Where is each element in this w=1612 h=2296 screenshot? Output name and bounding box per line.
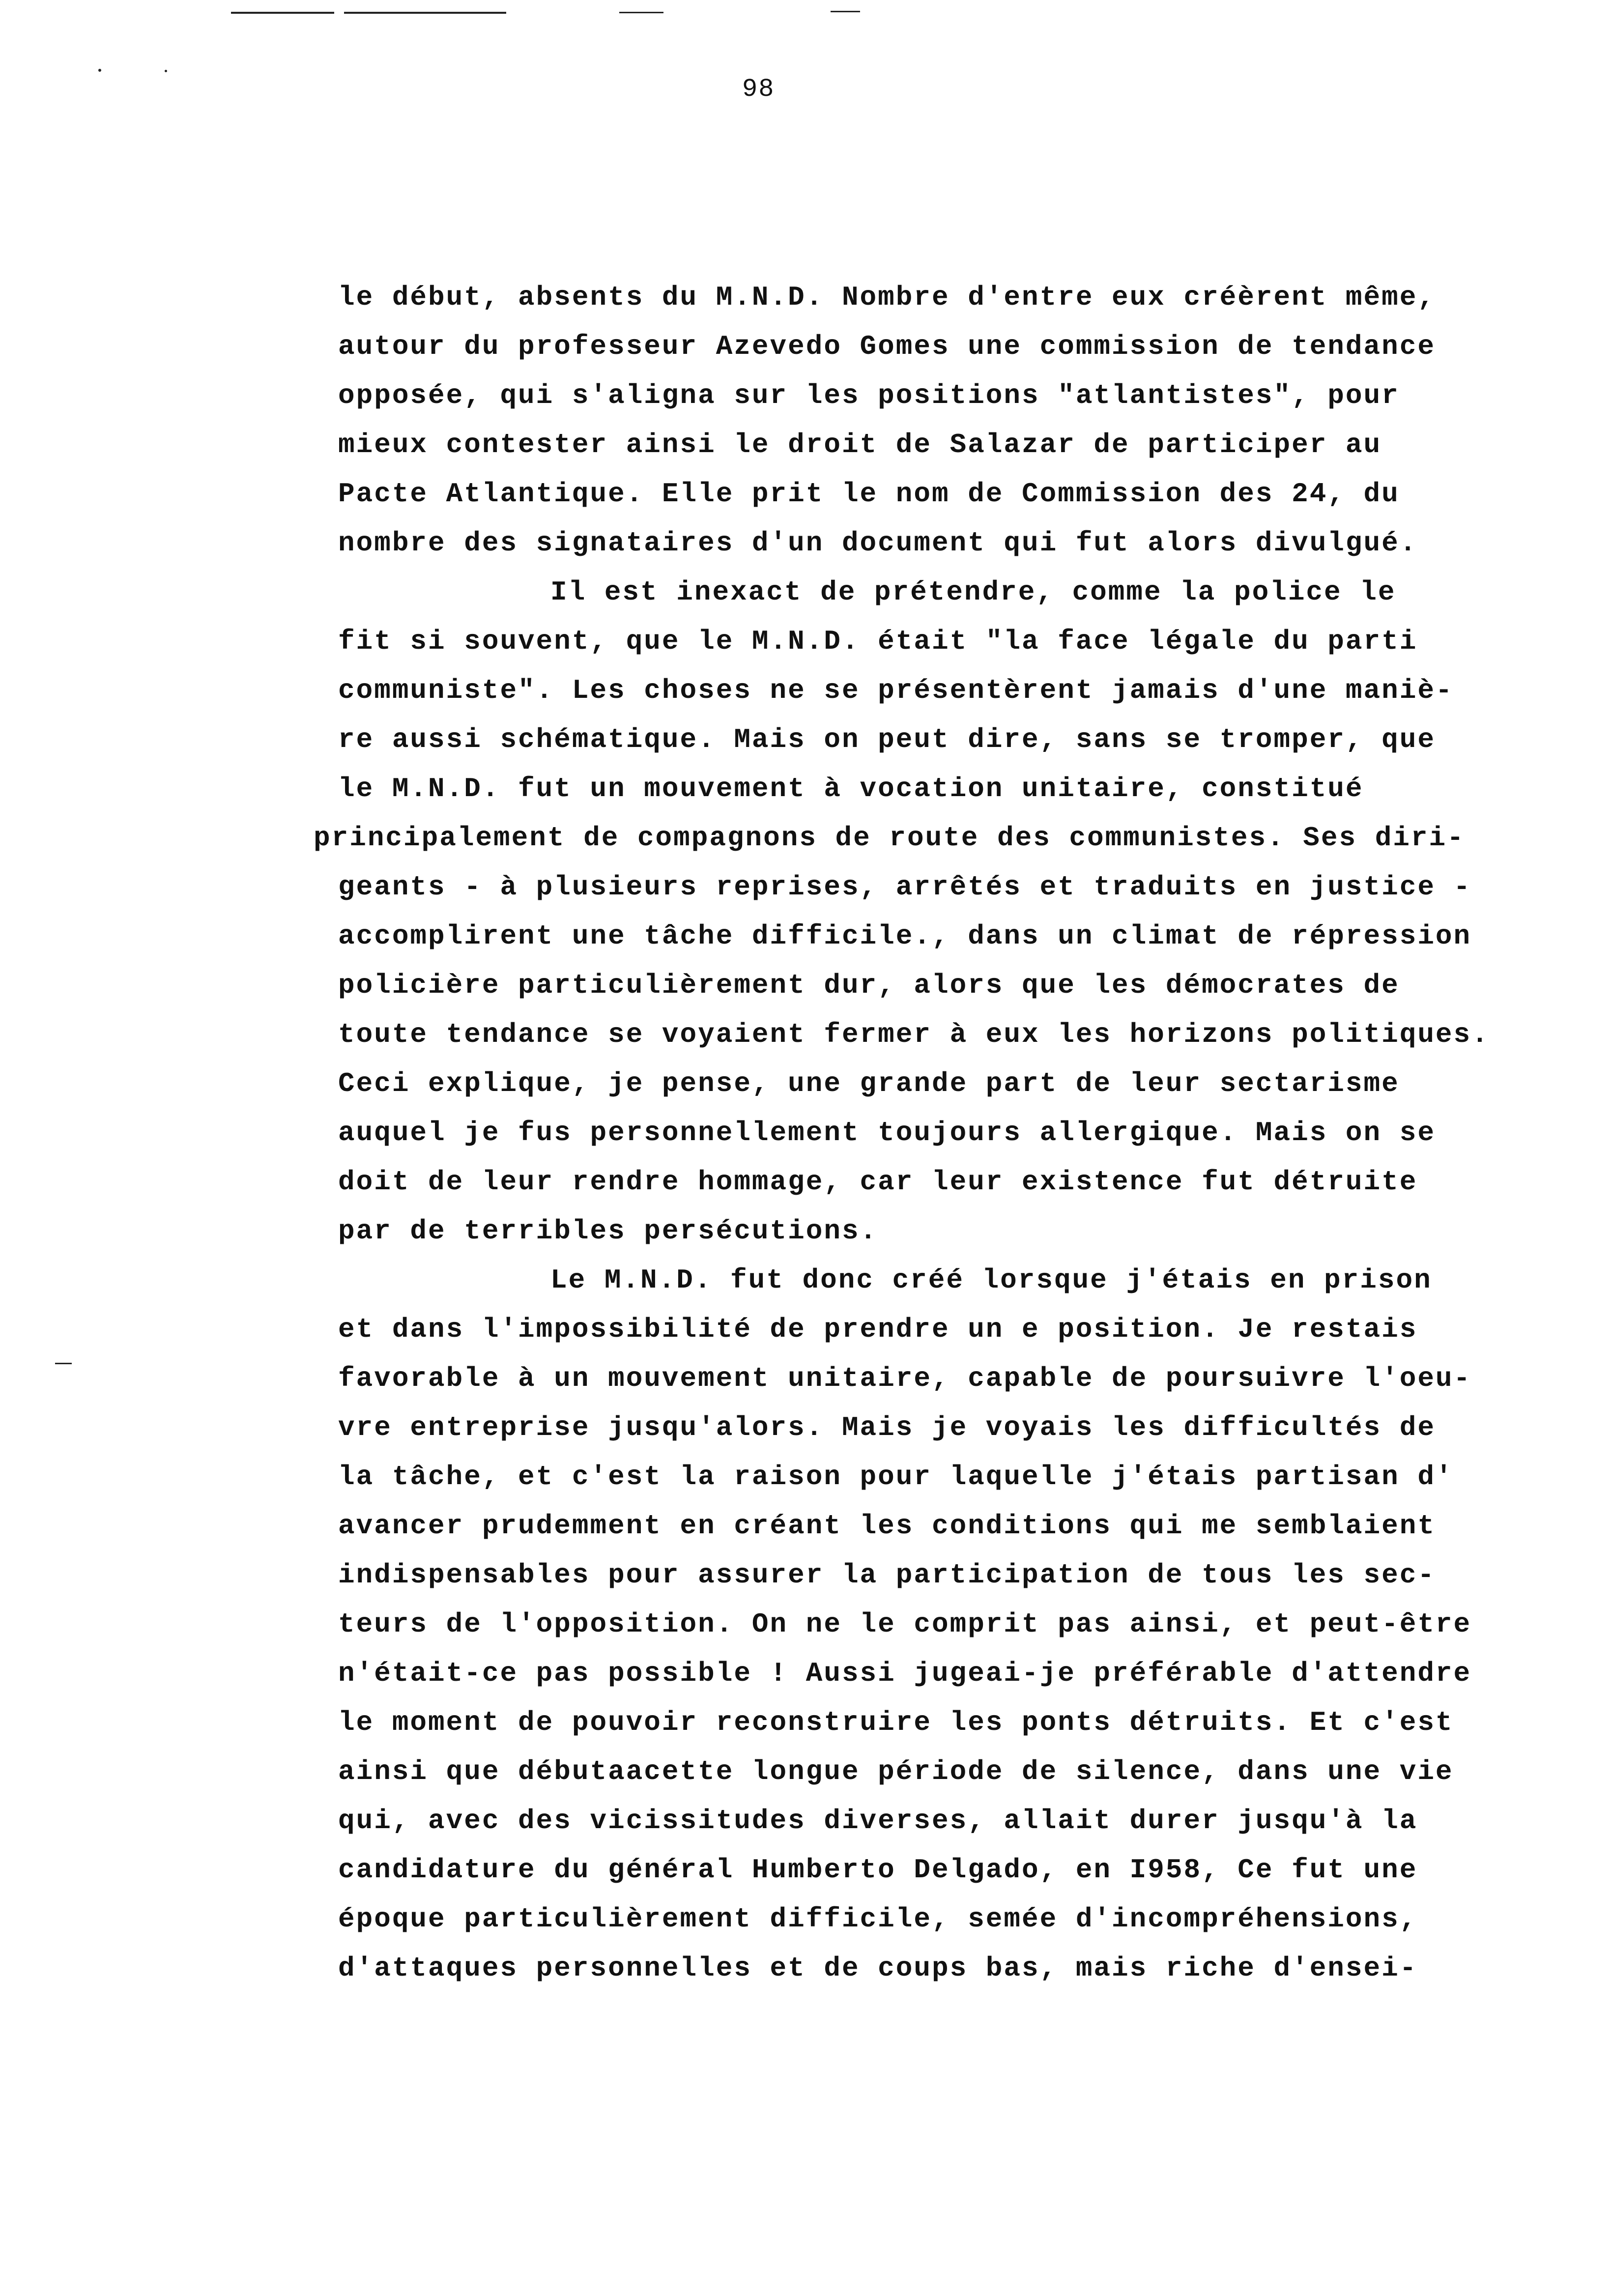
text-line: et dans l'impossibilité de prendre un e position. Je restais: [338, 1314, 1418, 1345]
text-line: fit si souvent, que le M.N.D. était "la face légale du parti: [338, 626, 1418, 657]
scan-mark-top-2: [344, 12, 506, 14]
text-line: geants - à plusieurs reprises, arrêtés et traduits en justice -: [338, 871, 1472, 903]
text-line: accomplirent une tâche difficile., dans un climat de répression: [338, 920, 1472, 952]
text-line: Il est inexact de prétendre, comme la police le: [550, 576, 1396, 608]
text-line: d'attaques personnelles et de coups bas, mais riche d'ensei-: [338, 1952, 1418, 1984]
text-line: auquel je fus personnellement toujours allergique. Mais on se: [338, 1117, 1436, 1148]
page-number: 98: [742, 75, 775, 104]
text-line: la tâche, et c'est la raison pour laquelle j'étais partisan d': [338, 1461, 1454, 1492]
scan-mark-top-4: [831, 11, 860, 12]
text-line: par de terribles persécutions.: [338, 1215, 878, 1247]
text-line: toute tendance se voyaient fermer à eux les horizons politiques.: [338, 1019, 1490, 1050]
text-line: autour du professeur Azevedo Gomes une commission de tendance: [338, 331, 1436, 362]
text-line: le M.N.D. fut un mouvement à vocation unitaire, constitué: [338, 773, 1364, 804]
text-line: n'était-ce pas possible ! Aussi jugeai-je préférable d'attendre: [338, 1658, 1472, 1689]
text-line: principalement de compagnons de route des communistes. Ses diri-: [314, 822, 1465, 854]
text-line: communiste". Les choses ne se présentèrent jamais d'une maniè-: [338, 675, 1454, 706]
scan-mark-left-dash: [55, 1363, 72, 1364]
text-line: mieux contester ainsi le droit de Salazar de participer au: [338, 429, 1382, 460]
scan-mark-top-1: [231, 12, 334, 14]
scan-mark-dot-1: [98, 69, 101, 72]
text-line: le moment de pouvoir reconstruire les ponts détruits. Et c'est: [338, 1707, 1454, 1738]
scan-mark-dot-2: [165, 70, 167, 72]
text-line: teurs de l'opposition. On ne le comprit pas ainsi, et peut-être: [338, 1608, 1472, 1640]
text-line: policière particulièrement dur, alors que les démocrates de: [338, 970, 1400, 1001]
text-line: vre entreprise jusqu'alors. Mais je voyais les difficultés de: [338, 1412, 1436, 1443]
scan-mark-top-3: [619, 12, 663, 13]
text-line: indispensables pour assurer la participation de tous les sec-: [338, 1559, 1436, 1591]
text-line: le début, absents du M.N.D. Nombre d'entre eux créèrent même,: [338, 282, 1436, 313]
text-line: Ceci explique, je pense, une grande part de leur sectarisme: [338, 1068, 1400, 1099]
text-line: ainsi que débutaacette longue période de silence, dans une vie: [338, 1756, 1454, 1787]
text-line: qui, avec des vicissitudes diverses, allait durer jusqu'à la: [338, 1805, 1418, 1837]
text-line: époque particulièrement difficile, semée d'incompréhensions,: [338, 1903, 1418, 1935]
text-line: nombre des signataires d'un document qui fut alors divulgué.: [338, 527, 1418, 559]
text-line: re aussi schématique. Mais on peut dire, sans se tromper, que: [338, 724, 1436, 755]
text-line: Pacte Atlantique. Elle prit le nom de Commission des 24, du: [338, 478, 1400, 510]
text-line: candidature du général Humberto Delgado, en I958, Ce fut une: [338, 1854, 1418, 1886]
text-line: opposée, qui s'aligna sur les positions "atlantistes", pour: [338, 380, 1400, 411]
text-line: avancer prudemment en créant les conditions qui me semblaient: [338, 1510, 1436, 1542]
text-line: Le M.N.D. fut donc créé lorsque j'étais en prison: [550, 1264, 1432, 1296]
text-line: favorable à un mouvement unitaire, capable de poursuivre l'oeu-: [338, 1363, 1472, 1394]
text-line: doit de leur rendre hommage, car leur existence fut détruite: [338, 1166, 1418, 1198]
